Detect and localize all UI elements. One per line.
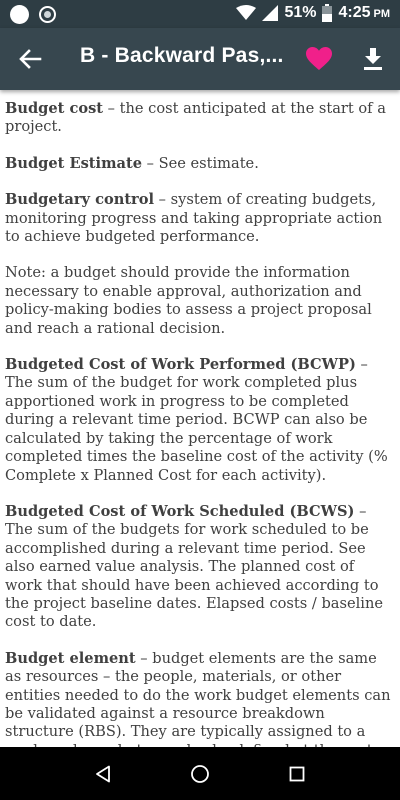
entry-definition: – The sum of the budget for work completed plus apportioned work in progress to be completed during a relevant time period. BCWP can also be calculated by taking the percentage of work completed times the baseline cost of the activity (% Complete x Planned Cost for each activity). [5,356,388,484]
entry-term: Budget Estimate [5,154,143,172]
entry-term: Budgetary control [5,191,155,209]
wifi-icon [236,5,256,21]
glossary-entry-bcws [5,503,394,632]
entry-term: Budget cost [5,100,104,117]
nav-home-circle-icon [190,764,210,784]
clock: 4:25 PM [338,4,390,21]
entry-term: Budgeted Cost of Work Performed (BCWP) [5,356,356,374]
page-title: B - Backward Pas,... [80,44,284,67]
battery-percent: 51% [284,4,317,21]
favorite-button[interactable] [302,42,336,76]
sync-circle-icon [39,6,56,23]
glossary-content [0,90,400,747]
system-nav-bar [0,747,400,800]
back-button[interactable] [14,43,46,75]
entry-term: Budgeted Cost of Work Scheduled (BCWS) [5,502,355,520]
heart-icon [306,47,332,71]
glossary-entry-budgetary-control [5,191,394,246]
entry-definition: – system of creating budgets, monitoring progress and taking appropriate action to achieve budgeted performance. [5,191,383,246]
battery-icon [322,4,332,22]
download-button[interactable] [356,42,390,76]
entry-term: Budget element [5,649,136,667]
entry-definition: – The sum of the budgets for work scheduled to be accomplished during a relevant time period. See also earned value analysis. The planned cost of work that should have been achieved according to the project baseline dates. Elapsed costs / baseline cost to date. [5,502,383,631]
nav-back-triangle-icon [95,765,111,783]
glossary-entry-budget-estimate [5,155,394,173]
signal-icon [262,5,278,21]
entry-definition: – See estimate. [142,154,259,172]
app-bar [0,28,400,90]
arrow-left-icon [19,49,41,69]
notification-dot-icon [10,5,29,24]
glossary-note [5,264,394,338]
nav-recents-button[interactable] [282,759,312,789]
glossary-entry-budget-cost [5,100,394,137]
nav-back-button[interactable] [88,759,118,789]
download-icon [363,48,383,70]
note-text: Note: a budget should provide the information necessary to enable approval, authorization and policy-making bodies to assess a project proposal and reach a rational decision. [5,264,372,337]
nav-recents-square-icon [289,766,305,782]
entry-definition: – the cost anticipated at the start of a project. [5,100,386,136]
entry-definition: – budget elements are the same as resources – the people, materials, or other entities needed to do the work budget elements can be validated against a resource breakdown structure (RBS). They are typically assigned to a [5,649,391,741]
nav-home-button[interactable] [185,759,215,789]
status-bar [0,0,400,28]
glossary-entry-bcwp [5,356,394,485]
